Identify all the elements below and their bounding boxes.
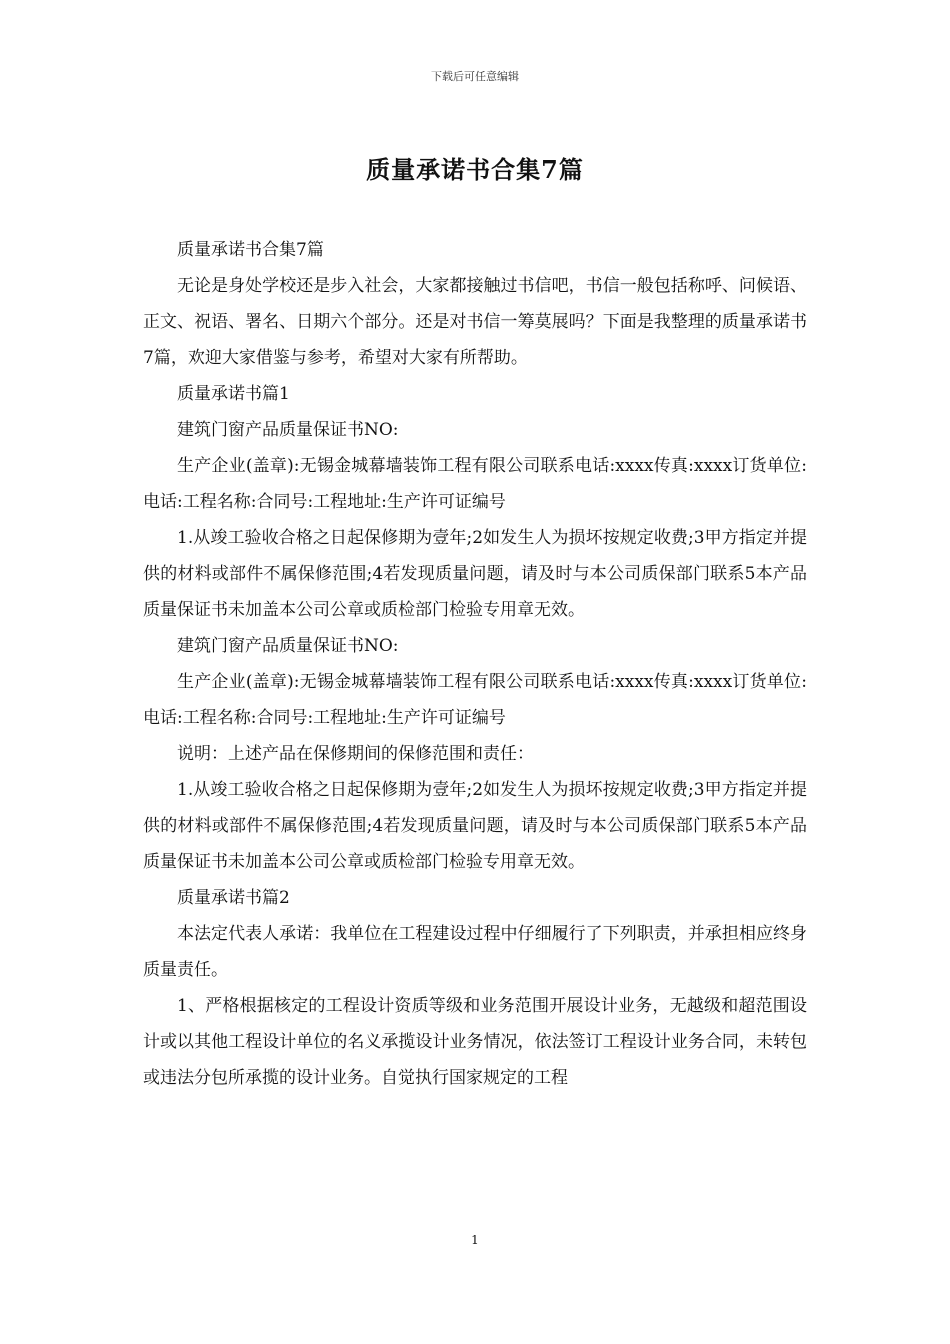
section-heading-2: 质量承诺书篇2 [177,888,290,908]
paragraph-warranty-title: 建筑门窗产品质量保证书NO: [177,420,399,440]
paragraph-duty-1: 1、严格根据核定的工程设计资质等级和业务范围开展设计业务，无越级和超范围设计或以其他工程设计单位的名义承揽设计业务情况，依法签订工程设计业务合同，未转包或违法分包所承揽的设计业务。自觉执行国家规定的工程 [143,996,807,1088]
paragraph-warranty-terms: 1.从竣工验收合格之日起保修期为壹年;2如发生人为损坏按规定收费;3甲方指定并提供的材料或部件不属保修范围;4若发现质量问题，请及时与本公司质保部门联系5本产品质量保证书未加盖本公司公章或质检部门检验专用章无效。 [143,528,807,620]
paragraph-warranty-terms-2: 1.从竣工验收合格之日起保修期为壹年;2如发生人为损坏按规定收费;3甲方指定并提供的材料或部件不属保修范围;4若发现质量问题，请及时与本公司质保部门联系5本产品质量保证书未加盖本公司公章或质检部门检验专用章无效。 [143,780,807,872]
paragraph-company-info: 生产企业(盖章):无锡金城幕墙装饰工程有限公司联系电话:xxxx传真:xxxx订货单位:电话:工程名称:合同号:工程地址:生产许可证编号 [143,456,807,512]
section-heading-1: 质量承诺书篇1 [177,384,290,404]
paragraph-representative-pledge: 本法定代表人承诺：我单位在工程建设过程中仔细履行了下列职责，并承担相应终身质量责任。 [143,924,807,980]
paragraph-explanation: 说明：上述产品在保修期间的保修范围和责任： [177,744,534,764]
document-body [143,232,807,1096]
page-number: 1 [471,1233,479,1247]
paragraph-intro: 无论是身处学校还是步入社会，大家都接触过书信吧，书信一般包括称呼、问候语、正文、祝语、署名、日期六个部分。还是对书信一筹莫展吗？下面是我整理的质量承诺书7篇，欢迎大家借鉴与参考，希望对大家有所帮助。 [143,276,807,368]
paragraph-company-info-2: 生产企业(盖章):无锡金城幕墙装饰工程有限公司联系电话:xxxx传真:xxxx订货单位:电话:工程名称:合同号:工程地址:生产许可证编号 [143,672,807,728]
paragraph-warranty-title-2: 建筑门窗产品质量保证书NO: [177,636,399,656]
document-title: 质量承诺书合集7篇 [366,155,584,184]
page-header-note: 下载后可任意编辑 [431,70,519,83]
paragraph-subtitle: 质量承诺书合集7篇 [177,240,324,260]
